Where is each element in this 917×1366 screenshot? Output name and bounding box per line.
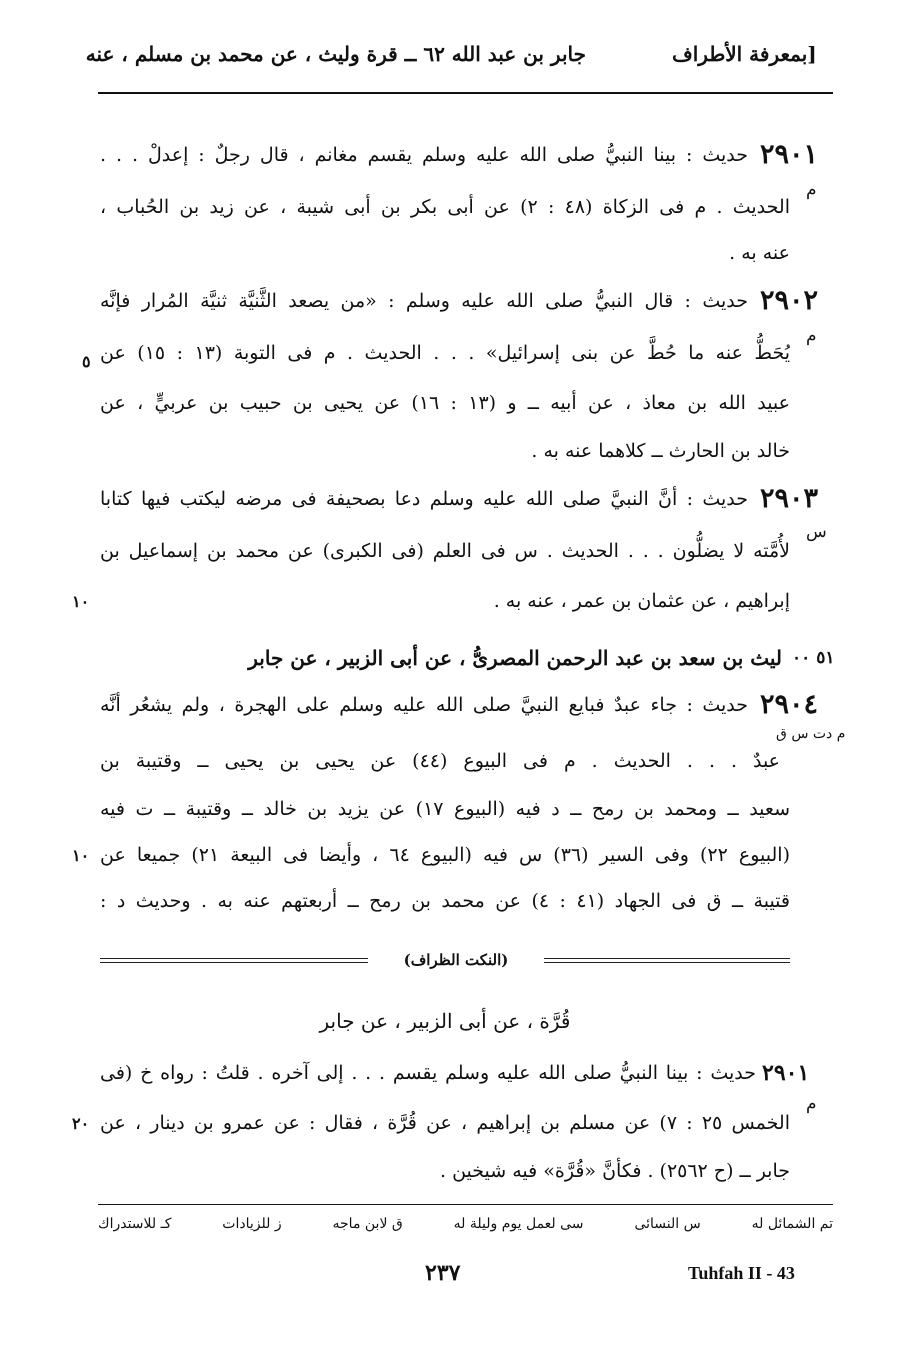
hadith-siglum: س [806, 522, 827, 542]
hadith-number: ٢٩٠٢ [760, 285, 819, 316]
hadith-number: ٢٩٠١ [760, 139, 819, 170]
hadith-siglum: م [806, 180, 817, 200]
hadith-text-line: حديث : أنَّ النبيَّ صلى الله عليه وسلم دعا بصحيفة فى مرضه ليكتب فيها كتابا [100, 488, 748, 510]
divider-title: (النكت الظراف) [368, 948, 544, 972]
margin-line-number: ١٠ [72, 846, 90, 865]
margin-line-number: ٢٠ [72, 1114, 90, 1133]
hadith-number: ٢٩٠٣ [760, 483, 819, 514]
hadith-siglum: م [806, 1094, 817, 1114]
hadith-text-line: عبيد الله بن معاذ ، عن أبيه ــ و (١٣ : ١٦) عن يحيى بن حبيب بن عربيٍّ ، عن [100, 392, 790, 414]
hadith-number: ٢٩٠٤ [760, 689, 819, 720]
hadith-text-line: خالد بن الحارث ــ كلاهما عنه به . [531, 440, 790, 462]
chain-number: ٥١ ٠٠ [792, 648, 835, 668]
hadith-siglum: م دت س ق [776, 726, 846, 742]
running-header-book-title: بمعرفة الأطراف] [672, 42, 817, 66]
hadith-text-line: حديث : بينا النبيُّ صلى الله عليه وسلم يقسم . . . إلى آخره . قلتُ : رواه خ (فى [100, 1062, 756, 1084]
hadith-text-line: إبراهيم ، عن عثمان بن عمر ، عنه به . [493, 590, 790, 612]
footer-rule [98, 1204, 833, 1205]
hadith-number: ٢٩٠١ [762, 1060, 810, 1086]
hadith-text-line: سعيد ــ ومحمد بن رمح ــ د فيه (البيوع ١٧) عن يزيد بن خالد ــ وقتيبة ــ ت فيه [100, 798, 790, 820]
hadith-text-line: عنه به . [729, 242, 790, 264]
hadith-text-line: لأُمَّته لا يضلُّون . . . الحديث . س فى العلم (فى الكبرى) عن محمد بن إسماعيل بن [100, 540, 790, 562]
hadith-text-line: جابر ــ (ح ٢٥٦٢) . فكأنَّ «قُرَّة» فيه شيخين . [440, 1160, 790, 1182]
hadith-text-line: يُحَطُّ عنه ما حُطَّ عن بنى إسرائيل» . . . الحديث . م فى التوبة (١٣ : ١٥) عن [100, 342, 790, 364]
hadith-text-line: حديث : قال النبيُّ صلى الله عليه وسلم : «من يصعد الثَّنيَّة ثنيَّة المُرار فإنَّه [100, 290, 748, 312]
hadith-text-line: الحديث . م فى الزكاة (٤٨ : ٢) عن أبى بكر بن أبى شيبة ، عن زيد بن الحُباب ، [100, 196, 790, 218]
margin-line-number: ١٠ [72, 592, 90, 611]
hadith-text-line: قتيبة ــ ق فى الجهاد (٤١ : ٤) عن محمد بن رمح ــ أربعتهم عنه به . وحديث د : [100, 890, 790, 912]
hadith-text-line: حديث : بينا النبيُّ صلى الله عليه وسلم يقسم مغانم ، قال رجلٌ : إعدلْ . . . [100, 144, 748, 166]
legend-item: كـ للاستدراك [98, 1216, 172, 1232]
signature-mark: Tuhfah II - 43 [688, 1263, 795, 1283]
hadith-siglum: م [806, 326, 817, 346]
margin-line-number: ٥ [82, 352, 91, 371]
abbreviation-legend [98, 1212, 833, 1236]
legend-item: سى لعمل يوم وليلة له [453, 1216, 584, 1232]
legend-item: تم الشمائل له [751, 1216, 833, 1232]
legend-item: س النسائى [634, 1216, 701, 1232]
section-heading: قُرَّة ، عن أبى الزبير ، عن جابر [319, 1009, 571, 1033]
hadith-text-line: (البيوع ٢٢) وفى السير (٣٦) س فيه (البيوع ٦٤ ، وأيضا فى البيعة ٢١) جميعا عن [100, 844, 790, 866]
hadith-text-line: عبدٌ . . . الحديث . م فى البيوع (٤٤) عن يحيى بن يحيى ــ وقتيبة بن [100, 750, 780, 772]
legend-item: ق لابن ماجه [332, 1216, 403, 1232]
legend-item: ز للزيادات [222, 1216, 282, 1232]
chain-heading: ليث بن سعد بن عبد الرحمن المصرىُّ ، عن أبى الزبير ، عن جابر [248, 646, 782, 670]
running-header-chain: جابر بن عبد الله ٦٢ ــ قرة وليث ، عن محمد بن مسلم ، عنه [85, 42, 586, 66]
header-rule [98, 92, 833, 94]
hadith-text-line: حديث : جاء عبدٌ فبايع النبيَّ صلى الله عليه وسلم على الهجرة ، ولم يشعُر أنَّه [100, 694, 748, 716]
hadith-text-line: الخمس ٢٥ : ٧) عن مسلم بن إبراهيم ، عن قُرَّة ، فقال : عن عمرو بن دينار ، عن [100, 1112, 790, 1134]
page-number: ٢٣٧ [425, 1260, 461, 1286]
